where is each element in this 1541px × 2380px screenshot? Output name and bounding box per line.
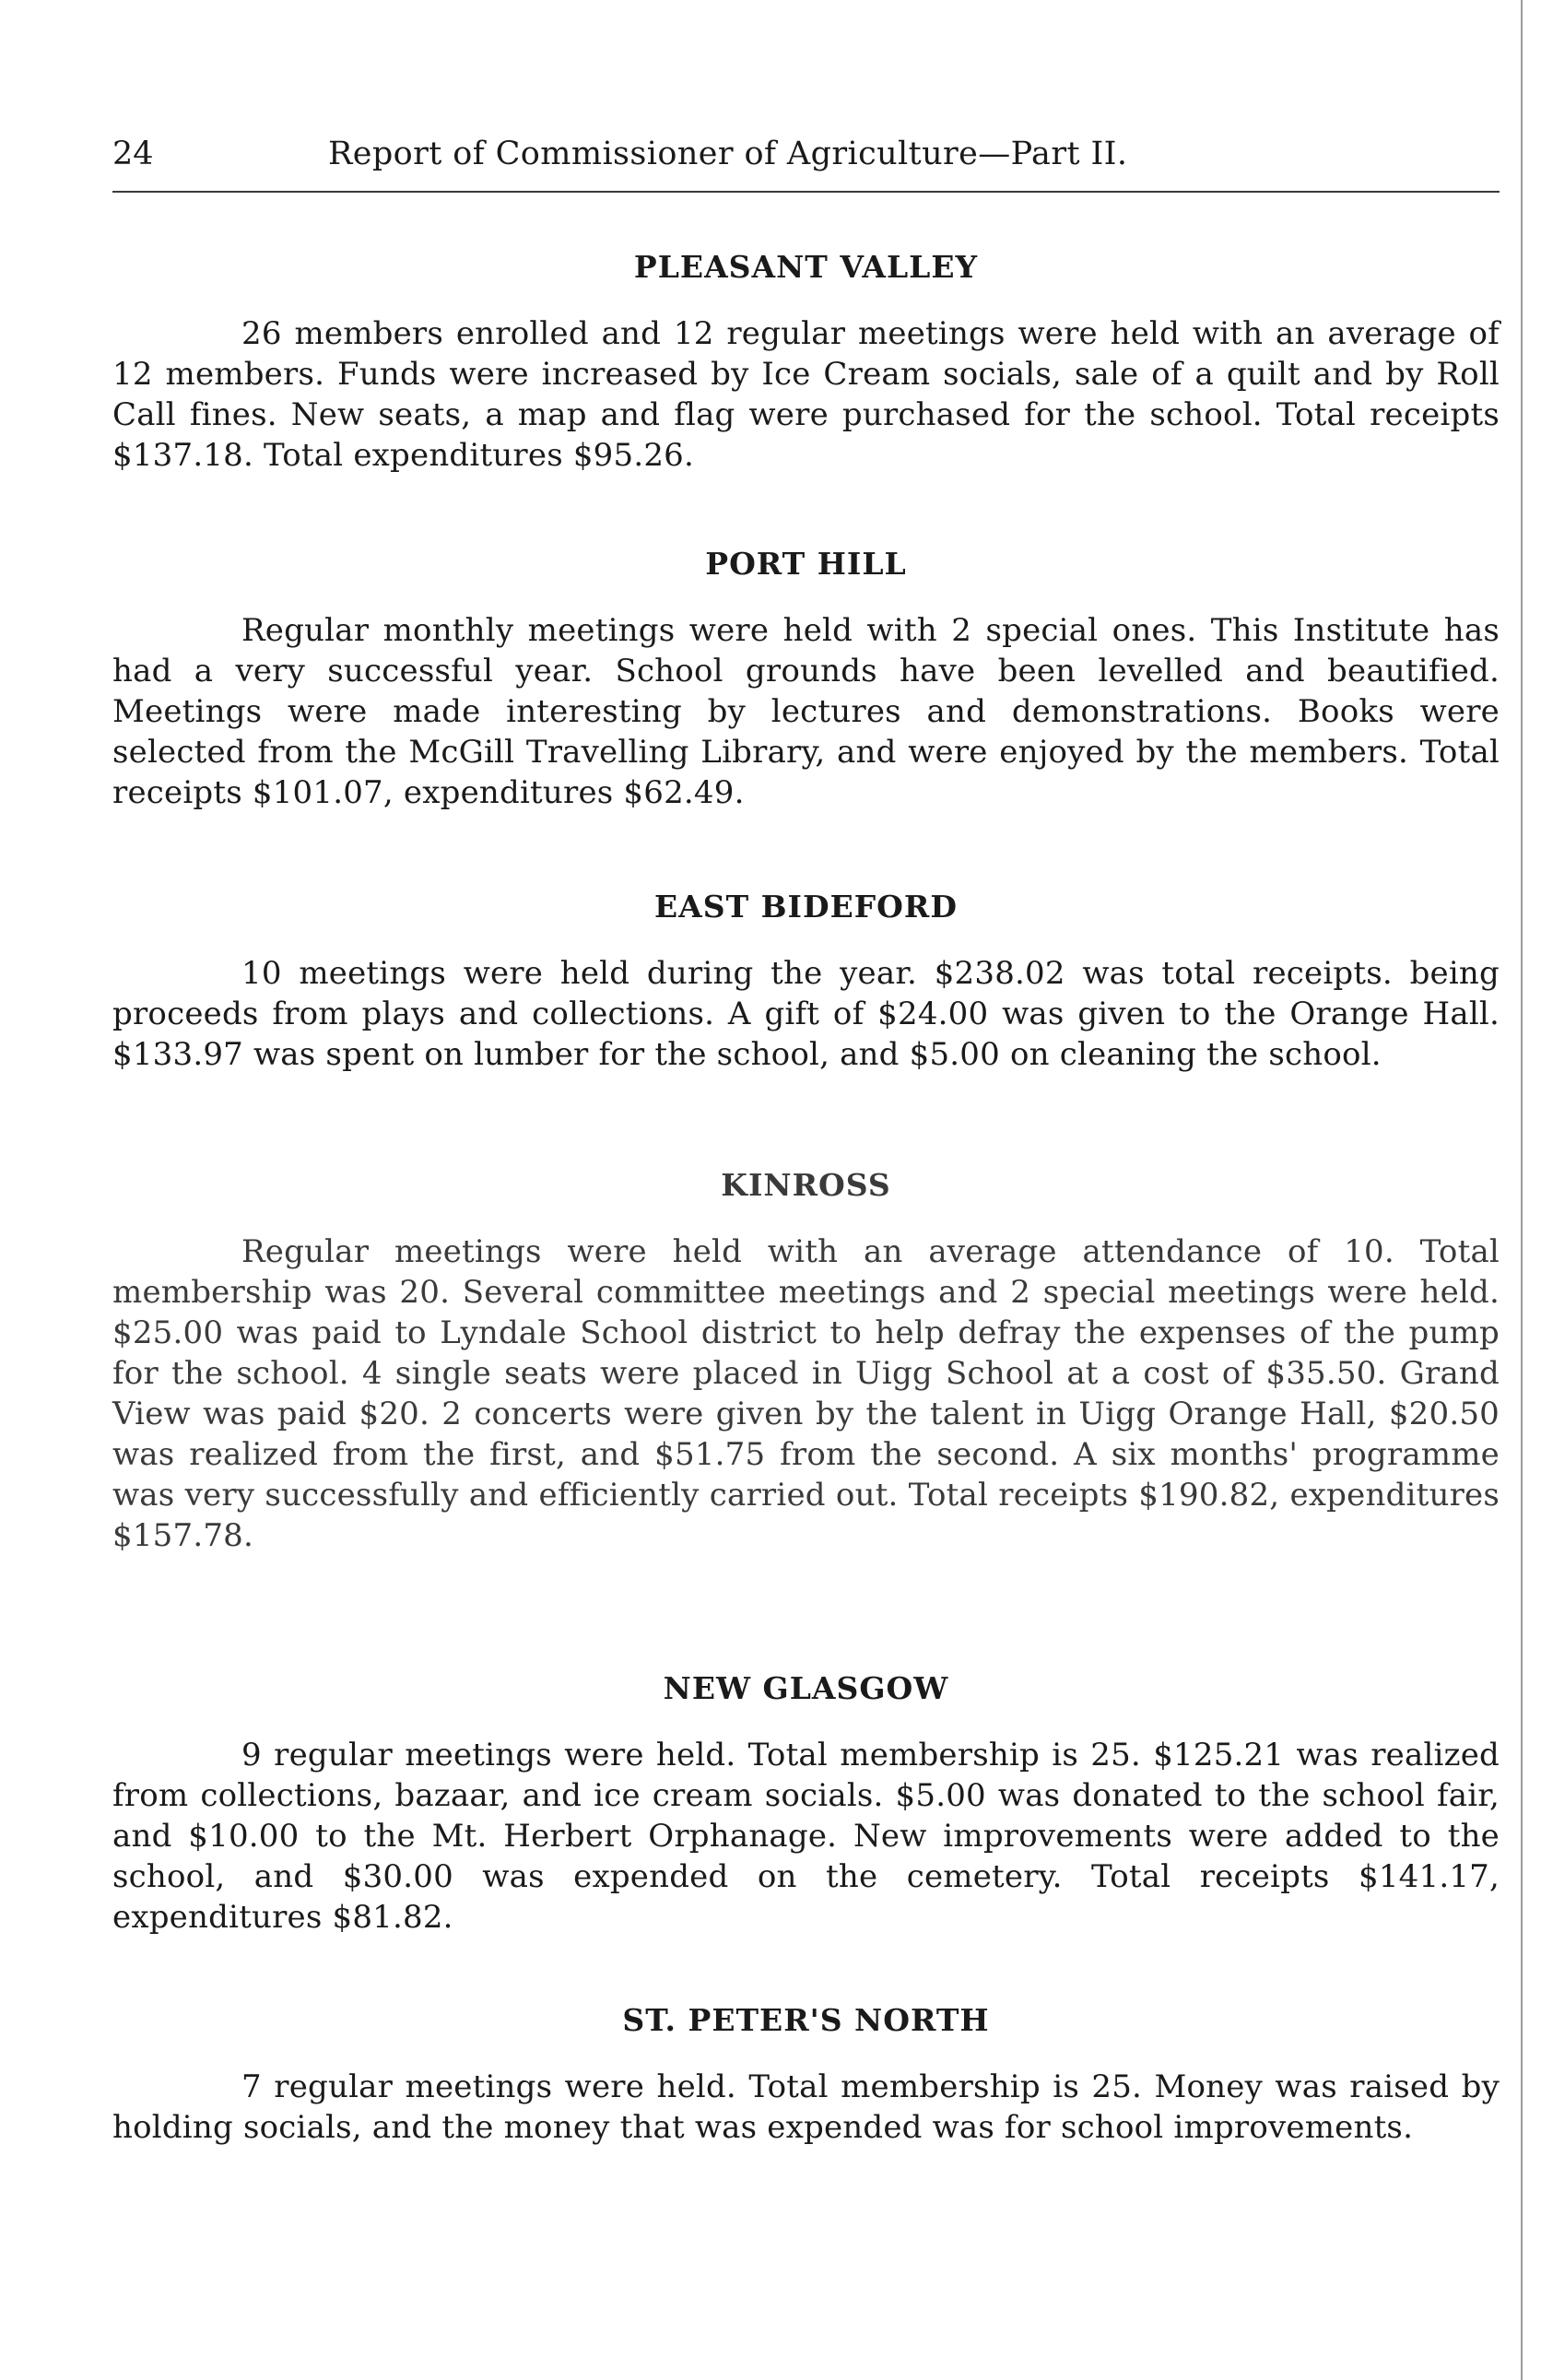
section-body: Regular monthly meetings were held with 2 special ones. This Institute has had a very successful year. School grounds have been levelled and beautified. Meetings were made interesting by lectures and demonstrations. Books were selected from the McGill Travelling Library, and were enjoyed by the members. Total receipts $101.07, expenditures $62.49. <box>112 612 1500 811</box>
section-title: PORT HILL <box>705 546 907 582</box>
section-new-glasgow <box>112 1668 1500 1938</box>
section-title: ST. PETER'S NORTH <box>622 2002 990 2038</box>
section-body: 9 regular meetings were held. Total membership is 25. $125.21 was realized from collections, bazaar, and ice cream socials. $5.00 was donated to the school fair, and $10.00 to the Mt. Herbert Orphanage. New improvements were added to the school, and $30.00 was expended on the cemetery. Total receipts $141.17, expenditures $81.82. <box>112 1737 1500 1936</box>
section-title: PLEASANT VALLEY <box>633 249 979 285</box>
page-edge-line <box>1521 0 1523 2380</box>
running-title: Report of Commissioner of Agriculture—Part II. <box>328 135 1128 172</box>
section-title: NEW GLASGOW <box>663 1670 949 1706</box>
header-divider <box>112 191 1500 193</box>
section-pleasant-valley <box>112 247 1500 476</box>
section-body: Regular meetings were held with an average attendance of 10. Total membership was 20. Several committee meetings and 2 special meetings were held. $25.00 was paid to Lyndale School district to help defray the expenses of the pump for the school. 4 single seats were placed in Uigg School at a cost of $35.50. Grand View was paid $20. 2 concerts were given by the talent in Uigg Orange Hall, $20.50 was realized from the first, and $51.75 from the second. A six months' programme was very successfully and efficiently carried out. Total receipts $190.82, expenditures $157.78. <box>112 1233 1500 1554</box>
section-east-bideford <box>112 887 1500 1075</box>
page-number: 24 <box>112 135 154 172</box>
section-title: KINROSS <box>721 1167 891 1203</box>
section-kinross <box>112 1165 1500 1556</box>
section-body: 10 meetings were held during the year. $238.02 was total receipts. being proceeds from plays and collections. A gift of $24.00 was given to the Orange Hall. $133.97 was spent on lumber for the school, and $5.00 on cleaning the school. <box>112 955 1500 1073</box>
section-port-hill <box>112 544 1500 813</box>
section-body: 26 members enrolled and 12 regular meetings were held with an average of 12 members. Funds were increased by Ice Cream socials, sale of a quilt and by Roll Call fines. New seats, a map and flag were purchased for the school. Total receipts $137.18. Total expenditures $95.26. <box>112 315 1500 474</box>
section-body: 7 regular meetings were held. Total membership is 25. Money was raised by holding socials, and the money that was expended was for school improvements. <box>112 2068 1500 2146</box>
page-header <box>112 133 1500 188</box>
section-st-peters-north <box>112 2000 1500 2148</box>
section-title: EAST BIDEFORD <box>654 889 958 925</box>
